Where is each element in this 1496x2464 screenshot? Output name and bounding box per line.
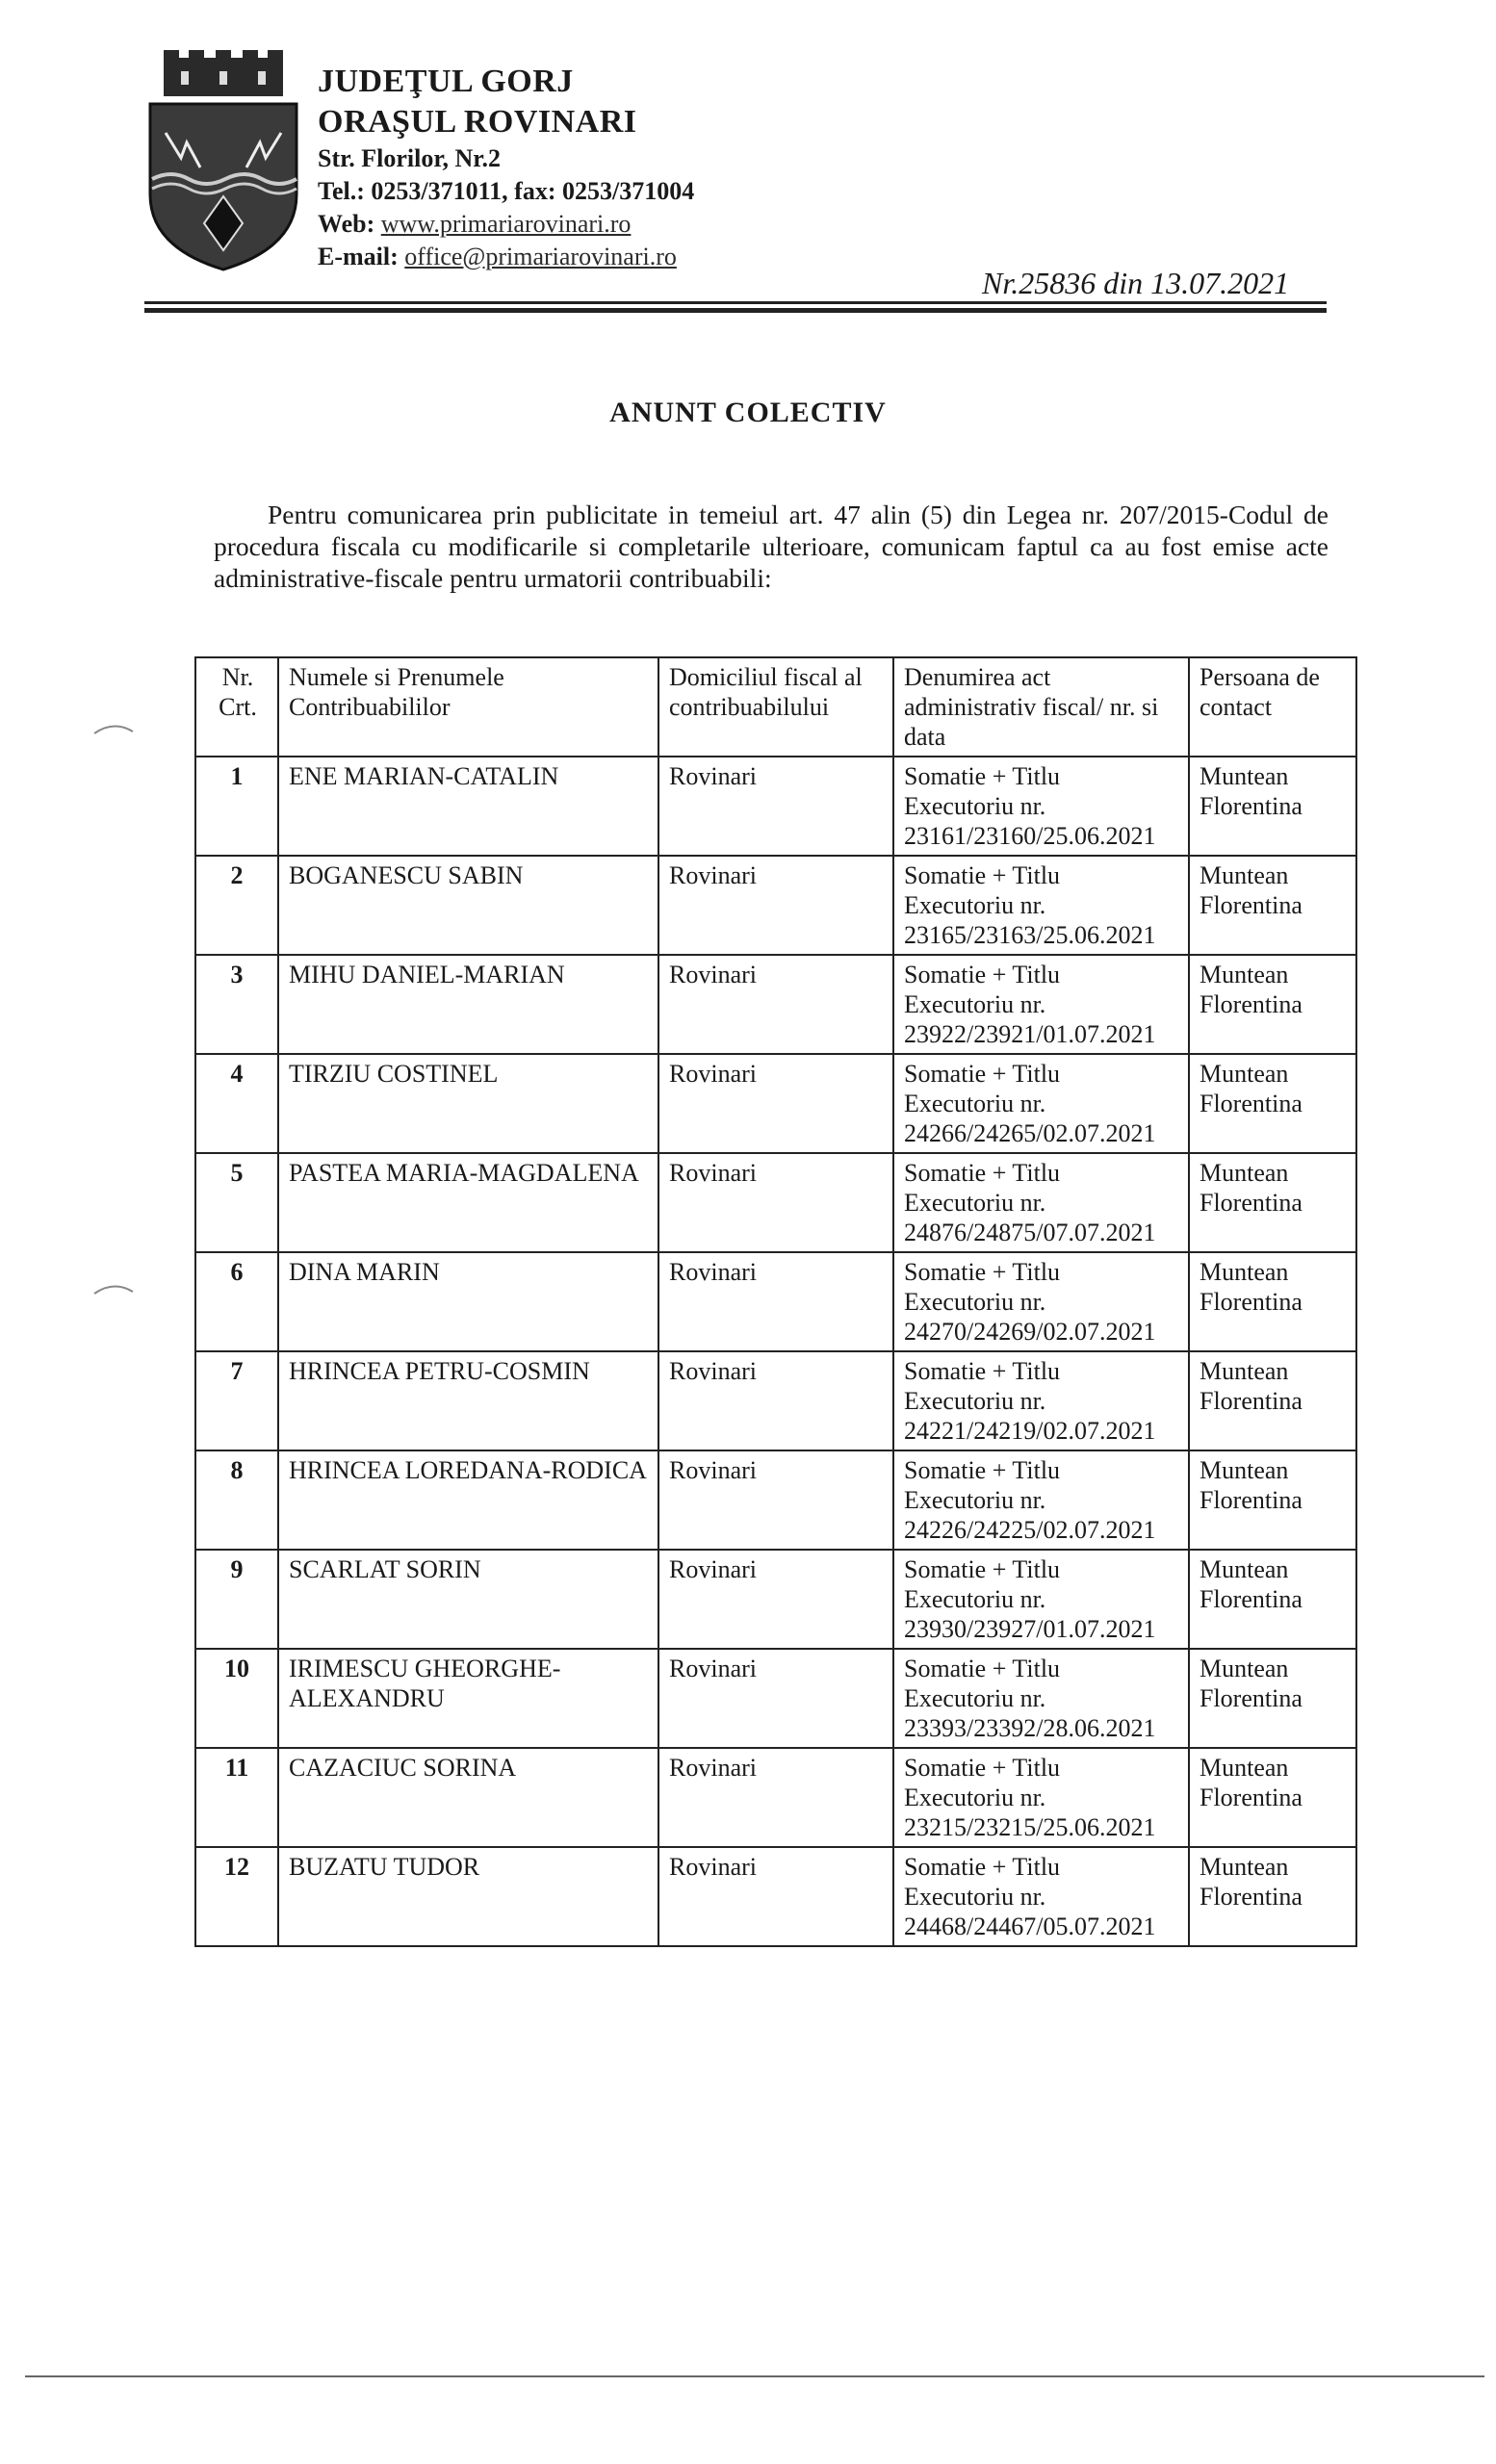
row-number: 12: [195, 1847, 278, 1946]
fiscal-act-act-number: 24221/24219/02.07.2021: [904, 1417, 1156, 1445]
contact-person: Muntean Florentina: [1189, 1748, 1356, 1847]
fiscal-act-act-type: Executoriu nr.: [904, 1486, 1046, 1514]
web-link[interactable]: www.primariarovinari.ro: [380, 210, 632, 238]
fiscal-act: [893, 1550, 1189, 1649]
fiscal-act: [893, 955, 1189, 1054]
fiscal-act: [893, 1748, 1189, 1847]
fiscal-act-act-type: Executoriu nr.: [904, 891, 1046, 919]
taxpayer-name: HRINCEA LOREDANA-RODICA: [278, 1450, 658, 1550]
intro-paragraph: Pentru comunicarea prin publicitate in temeiul art. 47 alin (5) din Legea nr. 207/2015-Codul de procedura fiscala cu modificarile si completarile ulterioare, comunicam faptul ca au fost emise acte administrative-fiscale pentru urmatorii contribuabili:: [214, 500, 1328, 593]
table-row: [195, 1450, 1356, 1550]
fiscal-act-act-type: Executoriu nr.: [904, 990, 1046, 1018]
column-header-act: Denumirea act administrativ fiscal/ nr. si data: [893, 657, 1189, 757]
row-number: 11: [195, 1748, 278, 1847]
row-number: 6: [195, 1252, 278, 1351]
taxpayer-name: PASTEA MARIA-MAGDALENA: [278, 1153, 658, 1252]
contact-person: Muntean Florentina: [1189, 1649, 1356, 1748]
taxpayer-name: IRIMESCU GHEORGHE-ALEXANDRU: [278, 1649, 658, 1748]
table-row: [195, 1351, 1356, 1450]
fiscal-domicile: Rovinari: [658, 955, 893, 1054]
row-number: 3: [195, 955, 278, 1054]
row-number: 2: [195, 856, 278, 955]
header-divider-thick: [144, 308, 1327, 313]
email-link[interactable]: office@primariarovinari.ro: [404, 243, 677, 270]
county-name: JUDEŢUL GORJ: [318, 64, 574, 99]
table-header-row: [195, 657, 1356, 757]
fiscal-act-act: Somatie + Titlu: [904, 861, 1061, 889]
fiscal-act-act: Somatie + Titlu: [904, 1555, 1061, 1583]
contact-person: Muntean Florentina: [1189, 1252, 1356, 1351]
contact-person: Muntean Florentina: [1189, 1054, 1356, 1153]
column-header-name: Numele si Prenumele Contribuabililor: [278, 657, 658, 757]
fiscal-domicile: Rovinari: [658, 1847, 893, 1946]
row-number: 5: [195, 1153, 278, 1252]
fiscal-act: [893, 1252, 1189, 1351]
fiscal-act-act-number: 24468/24467/05.07.2021: [904, 1912, 1156, 1940]
taxpayer-name: HRINCEA PETRU-COSMIN: [278, 1351, 658, 1450]
table-row: [195, 1153, 1356, 1252]
scan-artifact: [92, 720, 135, 737]
fiscal-act-act-number: 23393/23392/28.06.2021: [904, 1714, 1156, 1742]
column-header-nr: Nr. Crt.: [195, 657, 278, 757]
fiscal-act-act-number: 23922/23921/01.07.2021: [904, 1020, 1156, 1048]
fiscal-domicile: Rovinari: [658, 1649, 893, 1748]
fiscal-act-act-type: Executoriu nr.: [904, 1585, 1046, 1613]
fiscal-act-act-number: 23165/23163/25.06.2021: [904, 921, 1156, 949]
email-line: [318, 241, 694, 273]
taxpayer-name: BOGANESCU SABIN: [278, 856, 658, 955]
fiscal-act-act-number: 23161/23160/25.06.2021: [904, 822, 1156, 850]
fiscal-act-act-number: 24266/24265/02.07.2021: [904, 1119, 1156, 1147]
taxpayer-name: ENE MARIAN-CATALIN: [278, 757, 658, 856]
phone-fax: Tel.: 0253/371011, fax: 0253/371004: [318, 177, 695, 205]
registration-number: Nr.25836 din 13.07.2021: [982, 266, 1290, 300]
fiscal-act: [893, 1649, 1189, 1748]
taxpayer-name: BUZATU TUDOR: [278, 1847, 658, 1946]
contact-person: Muntean Florentina: [1189, 1351, 1356, 1450]
taxpayer-name: DINA MARIN: [278, 1252, 658, 1351]
table-row: [195, 757, 1356, 856]
fiscal-act: [893, 1847, 1189, 1946]
fiscal-act-act: Somatie + Titlu: [904, 961, 1061, 988]
contact-person: Muntean Florentina: [1189, 757, 1356, 856]
town-name: ORAŞUL ROVINARI: [318, 104, 637, 140]
taxpayers-table: [194, 656, 1357, 1947]
fiscal-act-act-type: Executoriu nr.: [904, 1784, 1046, 1811]
table-row: [195, 955, 1356, 1054]
fiscal-act-act: Somatie + Titlu: [904, 1754, 1061, 1782]
fiscal-act: [893, 1153, 1189, 1252]
table-row: [195, 1550, 1356, 1649]
header-divider: [144, 301, 1327, 304]
contact-person: Muntean Florentina: [1189, 1847, 1356, 1946]
fiscal-domicile: Rovinari: [658, 1550, 893, 1649]
fiscal-act-act-type: Executoriu nr.: [904, 1883, 1046, 1911]
fiscal-act-act: Somatie + Titlu: [904, 1456, 1061, 1484]
contact-person: Muntean Florentina: [1189, 856, 1356, 955]
contact-person: Muntean Florentina: [1189, 1153, 1356, 1252]
fiscal-act-act-number: 24270/24269/02.07.2021: [904, 1318, 1156, 1346]
column-header-contact: Persoana de contact: [1189, 657, 1356, 757]
fiscal-domicile: Rovinari: [658, 856, 893, 955]
fiscal-act-act-type: Executoriu nr.: [904, 1684, 1046, 1712]
fiscal-act: [893, 1351, 1189, 1450]
column-header-domicile: Domiciliul fiscal al contribuabilului: [658, 657, 893, 757]
fiscal-act-act: Somatie + Titlu: [904, 1853, 1061, 1881]
fiscal-domicile: Rovinari: [658, 757, 893, 856]
row-number: 1: [195, 757, 278, 856]
row-number: 4: [195, 1054, 278, 1153]
fiscal-act: [893, 1450, 1189, 1550]
web-label: Web:: [318, 210, 375, 238]
fiscal-domicile: Rovinari: [658, 1450, 893, 1550]
taxpayer-name: SCARLAT SORIN: [278, 1550, 658, 1649]
fiscal-act-act-number: 24876/24875/07.07.2021: [904, 1219, 1156, 1246]
fiscal-act-act-type: Executoriu nr.: [904, 1387, 1046, 1415]
address: Str. Florilor, Nr.2: [318, 144, 501, 172]
row-number: 10: [195, 1649, 278, 1748]
fiscal-act-act-number: 24226/24225/02.07.2021: [904, 1516, 1156, 1544]
contact-person: Muntean Florentina: [1189, 1550, 1356, 1649]
fiscal-act-act: Somatie + Titlu: [904, 1060, 1061, 1088]
table-row: [195, 1054, 1356, 1153]
web-line: [318, 208, 694, 241]
contact-person: Muntean Florentina: [1189, 955, 1356, 1054]
fiscal-act-act-type: Executoriu nr.: [904, 792, 1046, 820]
fiscal-domicile: Rovinari: [658, 1153, 893, 1252]
table-row: [195, 856, 1356, 955]
taxpayer-name: TIRZIU COSTINEL: [278, 1054, 658, 1153]
fiscal-act-act: Somatie + Titlu: [904, 1159, 1061, 1187]
fiscal-act-act: Somatie + Titlu: [904, 1258, 1061, 1286]
fiscal-act-act-type: Executoriu nr.: [904, 1288, 1046, 1316]
town-coat-of-arms-icon: [142, 50, 304, 271]
fiscal-act-act: Somatie + Titlu: [904, 762, 1061, 790]
fiscal-act-act: Somatie + Titlu: [904, 1357, 1061, 1385]
fiscal-act-act-number: 23930/23927/01.07.2021: [904, 1615, 1156, 1643]
table-row: [195, 1847, 1356, 1946]
taxpayer-name: CAZACIUC SORINA: [278, 1748, 658, 1847]
page-title: ANUNT COLECTIV: [609, 397, 887, 428]
fiscal-domicile: Rovinari: [658, 1252, 893, 1351]
page-bottom-rule: [25, 2375, 1484, 2377]
institution-header: [318, 62, 694, 273]
fiscal-act: [893, 856, 1189, 955]
table-row: [195, 1748, 1356, 1847]
fiscal-act-act-number: 23215/23215/25.06.2021: [904, 1813, 1156, 1841]
taxpayer-name: MIHU DANIEL-MARIAN: [278, 955, 658, 1054]
fiscal-act-act-type: Executoriu nr.: [904, 1189, 1046, 1217]
email-label: E-mail:: [318, 243, 399, 270]
fiscal-domicile: Rovinari: [658, 1748, 893, 1847]
fiscal-act-act-type: Executoriu nr.: [904, 1090, 1046, 1117]
scan-artifact: [92, 1280, 135, 1297]
fiscal-act: [893, 757, 1189, 856]
table-row: [195, 1649, 1356, 1748]
row-number: 8: [195, 1450, 278, 1550]
fiscal-act-act: Somatie + Titlu: [904, 1655, 1061, 1682]
contact-person: Muntean Florentina: [1189, 1450, 1356, 1550]
fiscal-domicile: Rovinari: [658, 1054, 893, 1153]
row-number: 9: [195, 1550, 278, 1649]
row-number: 7: [195, 1351, 278, 1450]
table-row: [195, 1252, 1356, 1351]
fiscal-domicile: Rovinari: [658, 1351, 893, 1450]
fiscal-act: [893, 1054, 1189, 1153]
